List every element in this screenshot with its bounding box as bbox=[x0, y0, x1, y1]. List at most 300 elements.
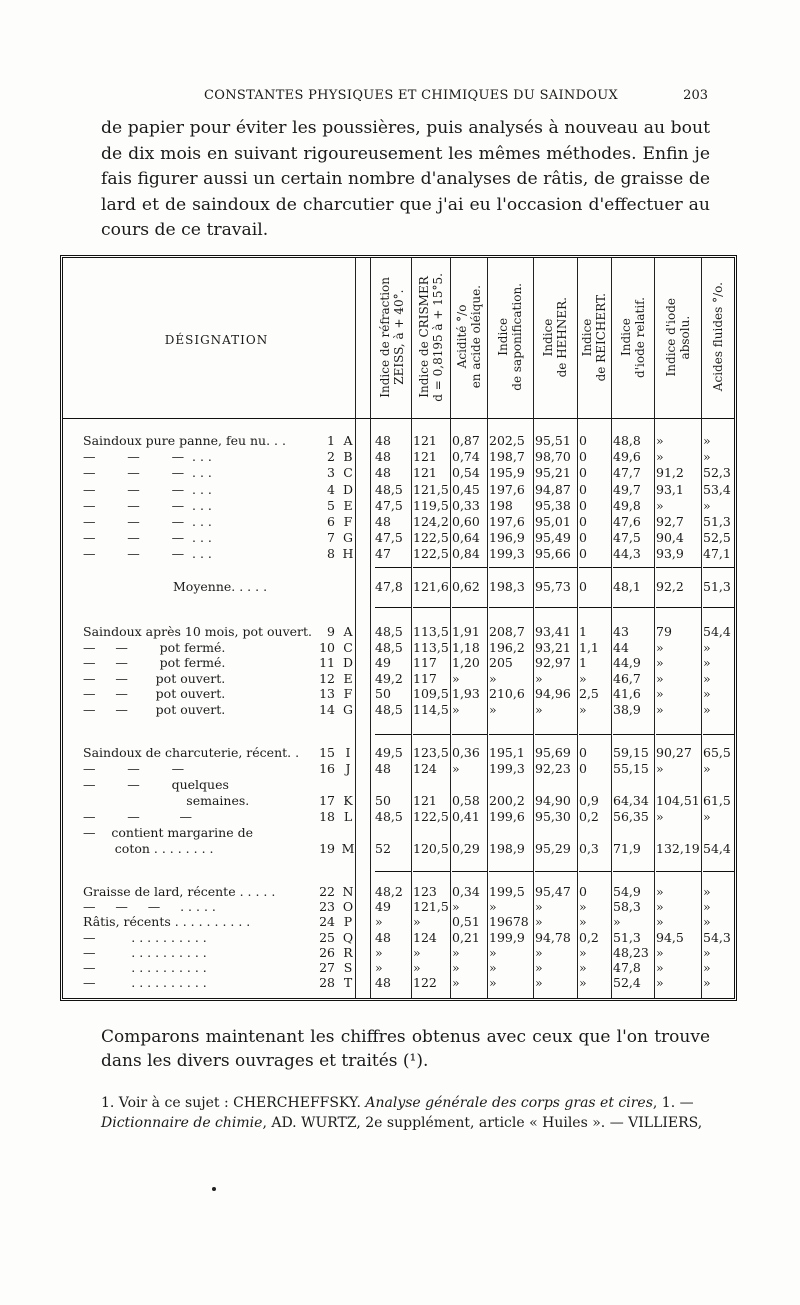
column-header bbox=[701, 266, 734, 408]
table-cell: 93,1 bbox=[656, 481, 684, 497]
row-letter: M bbox=[341, 841, 355, 856]
table-cell: » bbox=[375, 960, 383, 975]
group-rule bbox=[452, 871, 487, 872]
table-cell: 202,5 bbox=[489, 433, 525, 448]
row-number: 17 bbox=[319, 793, 335, 808]
row-label: Graisse de lard, récente . . . . . bbox=[83, 884, 276, 899]
table-row bbox=[63, 777, 734, 793]
group-rule bbox=[656, 607, 701, 608]
table-row bbox=[63, 841, 734, 857]
table-cell: 92,2 bbox=[656, 578, 684, 594]
column-header bbox=[450, 266, 487, 408]
table-cell: 205 bbox=[489, 655, 513, 671]
table-cell: 38,9 bbox=[613, 702, 641, 717]
table-row bbox=[63, 945, 734, 961]
table-cell: » bbox=[656, 914, 664, 930]
table-row bbox=[63, 433, 734, 449]
table-cell: 196,9 bbox=[489, 530, 525, 546]
row-number: 12 bbox=[319, 670, 335, 686]
table-cell: » bbox=[703, 655, 711, 671]
table-cell: 95,66 bbox=[535, 546, 571, 562]
table-cell: 51,3 bbox=[613, 929, 641, 945]
table-row bbox=[63, 960, 734, 976]
table-cell: » bbox=[703, 899, 711, 915]
group-rule bbox=[703, 734, 735, 735]
table-cell: 122,5 bbox=[413, 546, 449, 562]
row-number: 5 bbox=[327, 497, 335, 513]
row-letter: C bbox=[343, 639, 353, 655]
table-cell: » bbox=[656, 884, 664, 899]
table-row bbox=[63, 546, 734, 562]
table-cell: » bbox=[656, 702, 664, 717]
row-number: 3 bbox=[327, 465, 335, 481]
table-cell: 71,9 bbox=[613, 841, 641, 856]
table-cell: 121 bbox=[413, 433, 437, 448]
table-cell: 1,20 bbox=[452, 655, 480, 671]
table-cell: » bbox=[703, 975, 711, 991]
table-cell: 0,33 bbox=[452, 497, 480, 513]
group-rule bbox=[613, 734, 654, 735]
row-label: — . . . . . . . . . . bbox=[83, 944, 207, 960]
table-row bbox=[63, 655, 734, 671]
group-rule bbox=[535, 607, 577, 608]
group-rule bbox=[375, 607, 411, 608]
group-rule bbox=[452, 607, 487, 608]
table-cell: » bbox=[703, 670, 711, 686]
table-cell: » bbox=[452, 944, 460, 960]
table-cell: » bbox=[703, 914, 711, 930]
row-letter: G bbox=[343, 702, 353, 717]
table-row bbox=[63, 530, 734, 546]
table-cell: 122,5 bbox=[413, 530, 449, 546]
row-letter: A bbox=[343, 624, 353, 639]
row-number: 13 bbox=[319, 686, 335, 702]
table-cell: 19678 bbox=[489, 914, 529, 930]
table-row bbox=[63, 899, 734, 915]
table-cell: 0 bbox=[579, 884, 587, 899]
table-cell: 41,6 bbox=[613, 686, 641, 702]
row-letter: G bbox=[343, 530, 353, 546]
table-cell: 93,9 bbox=[656, 546, 684, 562]
row-label: — — pot fermé. bbox=[83, 655, 226, 671]
table-cell: » bbox=[489, 975, 497, 991]
table-cell: 49,8 bbox=[613, 497, 641, 513]
table-cell: 55,15 bbox=[613, 761, 649, 776]
table-cell: 114,5 bbox=[413, 702, 449, 717]
group-rule bbox=[613, 607, 654, 608]
row-label: — — pot ouvert. bbox=[83, 686, 226, 702]
table-row bbox=[63, 640, 734, 656]
row-letter: E bbox=[343, 497, 353, 513]
table-cell: 95,29 bbox=[535, 841, 571, 856]
column-header-text: Indice de réfraction ZEISS, à + 40°. bbox=[378, 276, 406, 398]
table-cell: 43 bbox=[613, 624, 629, 639]
table-cell: 95,21 bbox=[535, 465, 571, 481]
row-label: — — — . . . bbox=[83, 481, 212, 497]
table-cell: 52,5 bbox=[703, 530, 731, 546]
row-label: Saindoux pure panne, feu nu. . . bbox=[83, 433, 286, 448]
table-cell: 53,4 bbox=[703, 481, 731, 497]
group-rule bbox=[613, 567, 654, 568]
row-letter: F bbox=[343, 686, 353, 702]
group-rule bbox=[656, 567, 701, 568]
row-letter: E bbox=[343, 670, 353, 686]
table-cell: 122 bbox=[413, 975, 437, 991]
footnote-rest: , AD. WURTZ, 2e supplément, article « Huiles ». — VILLIERS, bbox=[262, 1115, 703, 1131]
row-label: — — — . . . bbox=[83, 497, 212, 513]
table-cell: 94,5 bbox=[656, 929, 684, 945]
table-row bbox=[63, 761, 734, 777]
row-label: coton . . . . . . . . bbox=[83, 841, 214, 856]
table-row bbox=[63, 809, 734, 825]
table-cell: 1 bbox=[579, 655, 587, 671]
table-cell: 46,7 bbox=[613, 670, 641, 686]
table-cell: » bbox=[452, 670, 460, 686]
group-rule bbox=[489, 607, 533, 608]
table-row bbox=[63, 702, 734, 718]
table-cell: 44 bbox=[613, 639, 629, 655]
table-cell: 198 bbox=[489, 497, 513, 513]
table-cell: 197,6 bbox=[489, 514, 525, 529]
table-cell: 0,2 bbox=[579, 809, 599, 824]
table-cell: 121,5 bbox=[413, 481, 449, 497]
table-cell: 48,2 bbox=[375, 884, 403, 899]
table-cell: 64,34 bbox=[613, 793, 649, 808]
table-cell: 1,93 bbox=[452, 686, 480, 702]
group-rule bbox=[375, 871, 411, 872]
table-cell: 117 bbox=[413, 655, 437, 671]
table-cell: 0,9 bbox=[579, 793, 599, 808]
row-number: 23 bbox=[319, 899, 335, 915]
table-cell: » bbox=[579, 914, 587, 930]
table-cell: 47,6 bbox=[613, 514, 641, 529]
row-number: 22 bbox=[319, 884, 335, 899]
table-cell: 95,69 bbox=[535, 745, 571, 760]
row-label: Saindoux de charcuterie, récent. . bbox=[83, 745, 300, 760]
table-cell: 49,2 bbox=[375, 670, 403, 686]
table-cell: » bbox=[579, 702, 587, 717]
table-cell: » bbox=[375, 944, 383, 960]
table-cell: 0,60 bbox=[452, 514, 480, 529]
table-cell: 98,70 bbox=[535, 449, 571, 465]
table-cell: » bbox=[656, 944, 664, 960]
table-cell: » bbox=[413, 944, 421, 960]
table-cell: 124,2 bbox=[413, 514, 449, 529]
row-label: — contient margarine de bbox=[83, 825, 253, 840]
table-cell: 1 bbox=[579, 624, 587, 639]
table-cell: » bbox=[489, 960, 497, 975]
row-letter: F bbox=[343, 514, 353, 529]
footnote-prefix: 1. Voir à ce sujet : CHERCHEFFSKY. bbox=[101, 1095, 361, 1111]
row-number: 15 bbox=[319, 745, 335, 760]
table-cell: 94,90 bbox=[535, 793, 571, 808]
table-cell: 48,5 bbox=[375, 624, 403, 639]
row-number: 2 bbox=[327, 449, 335, 465]
table-cell: 51,3 bbox=[703, 514, 731, 529]
table-cell: 52,3 bbox=[703, 465, 731, 481]
table-cell: » bbox=[535, 944, 543, 960]
table-cell: 48,23 bbox=[613, 944, 649, 960]
page-number: 203 bbox=[683, 88, 708, 103]
column-header bbox=[487, 266, 533, 408]
table-row bbox=[63, 671, 734, 687]
table-cell: 61,5 bbox=[703, 793, 731, 808]
row-number: 7 bbox=[327, 530, 335, 546]
table-cell: » bbox=[656, 761, 664, 776]
table-cell: 52,4 bbox=[613, 975, 641, 991]
table-cell: » bbox=[489, 899, 497, 915]
table-cell: » bbox=[489, 944, 497, 960]
table-cell: 0,84 bbox=[452, 546, 480, 562]
table-cell: » bbox=[535, 670, 543, 686]
table-cell: 93,41 bbox=[535, 624, 571, 639]
ink-speck bbox=[212, 1187, 216, 1191]
table-cell: 48,1 bbox=[613, 578, 641, 594]
table-cell: 0,3 bbox=[579, 841, 599, 856]
table-cell: 0,34 bbox=[452, 884, 480, 899]
table-cell: 0 bbox=[579, 433, 587, 448]
table-cell: 0,58 bbox=[452, 793, 480, 808]
table-cell: 109,5 bbox=[413, 686, 449, 702]
row-letter: S bbox=[343, 960, 353, 975]
group-rule bbox=[413, 567, 450, 568]
column-header-text: Indice d'iode relatif. bbox=[618, 296, 647, 378]
table-row bbox=[63, 745, 734, 761]
row-label: — — pot ouvert. bbox=[83, 670, 226, 686]
table-cell: 0,36 bbox=[452, 745, 480, 760]
table-cell: » bbox=[579, 670, 587, 686]
row-letter: L bbox=[343, 809, 353, 824]
table-cell: 121 bbox=[413, 465, 437, 481]
table-cell: 197,6 bbox=[489, 481, 525, 497]
table-cell: 0 bbox=[579, 530, 587, 546]
table-cell: » bbox=[656, 449, 664, 465]
table-cell: 104,51 bbox=[656, 793, 700, 808]
table-cell: » bbox=[579, 899, 587, 915]
group-rule bbox=[703, 871, 735, 872]
table-cell: 90,4 bbox=[656, 530, 684, 546]
table-cell: 91,2 bbox=[656, 465, 684, 481]
table-row bbox=[63, 498, 734, 514]
row-label: — — — . . . bbox=[83, 465, 212, 481]
table-row bbox=[63, 793, 734, 809]
table-cell: 48,5 bbox=[375, 809, 403, 824]
table-row bbox=[63, 825, 734, 841]
table-cell: » bbox=[413, 960, 421, 975]
table-cell: 49,5 bbox=[375, 745, 403, 760]
group-rule bbox=[452, 567, 487, 568]
table-cell: 132,19 bbox=[656, 841, 700, 856]
running-header bbox=[174, 88, 708, 108]
table-cell: 79 bbox=[656, 624, 672, 639]
table-cell: 0,62 bbox=[452, 578, 480, 594]
table-cell: 54,3 bbox=[703, 929, 731, 945]
table-cell: 196,2 bbox=[489, 639, 525, 655]
table-cell: 50 bbox=[375, 793, 391, 808]
table-cell: » bbox=[703, 761, 711, 776]
table-cell: 0,51 bbox=[452, 914, 480, 930]
table-cell: 48,8 bbox=[613, 433, 641, 448]
table-cell: 1,1 bbox=[579, 639, 599, 655]
table-cell: 199,9 bbox=[489, 929, 525, 945]
row-number: 25 bbox=[319, 929, 335, 945]
table-cell: 48 bbox=[375, 929, 391, 945]
group-rule bbox=[489, 871, 533, 872]
table-cell: » bbox=[656, 960, 664, 975]
group-rule bbox=[613, 871, 654, 872]
table-cell: 121 bbox=[413, 449, 437, 465]
table-row bbox=[63, 624, 734, 640]
table-cell: 47,5 bbox=[375, 530, 403, 546]
table-cell: 119,5 bbox=[413, 497, 449, 513]
group-rule bbox=[703, 567, 735, 568]
column-header bbox=[373, 266, 411, 408]
group-rule bbox=[535, 871, 577, 872]
table-cell: 0 bbox=[579, 578, 587, 594]
table-row bbox=[63, 465, 734, 481]
row-number: 24 bbox=[319, 914, 335, 930]
table-cell: » bbox=[452, 975, 460, 991]
table-cell: 1,18 bbox=[452, 639, 480, 655]
row-letter: D bbox=[342, 481, 354, 497]
table-cell: 123,5 bbox=[413, 745, 449, 760]
row-label: — . . . . . . . . . . bbox=[83, 960, 207, 975]
column-header bbox=[411, 266, 450, 408]
table-row bbox=[63, 482, 734, 498]
table-cell: 121,5 bbox=[413, 899, 449, 915]
table-cell: » bbox=[656, 686, 664, 702]
group-rule bbox=[375, 734, 411, 735]
row-label: — — — . . . bbox=[83, 530, 212, 546]
row-letter: A bbox=[343, 433, 353, 448]
row-label: Moyenne. . . . . bbox=[173, 578, 268, 594]
table-cell: » bbox=[613, 914, 621, 930]
column-header-text: Indice de saponification. bbox=[496, 283, 524, 391]
table-cell: » bbox=[703, 884, 711, 899]
table-cell: » bbox=[535, 702, 543, 717]
row-letter: Q bbox=[342, 929, 354, 945]
table-cell: 48,5 bbox=[375, 481, 403, 497]
table-cell: 122,5 bbox=[413, 809, 449, 824]
row-number: 28 bbox=[319, 975, 335, 991]
row-label: — — pot fermé. bbox=[83, 639, 226, 655]
table-cell: » bbox=[656, 655, 664, 671]
table-cell: » bbox=[656, 639, 664, 655]
row-number: 4 bbox=[327, 481, 335, 497]
table-cell: 54,4 bbox=[703, 841, 731, 856]
table-cell: 121 bbox=[413, 793, 437, 808]
row-label: Râtis, récents . . . . . . . . . . bbox=[83, 914, 251, 930]
footnote bbox=[101, 1093, 710, 1133]
table-cell: 200,2 bbox=[489, 793, 525, 808]
group-rule bbox=[489, 567, 533, 568]
table-row bbox=[63, 449, 734, 465]
table-row bbox=[63, 579, 734, 595]
row-letter: C bbox=[343, 465, 353, 481]
row-label: — — quelques bbox=[83, 777, 229, 792]
table-cell: » bbox=[703, 944, 711, 960]
table-cell: 93,21 bbox=[535, 639, 571, 655]
group-rule bbox=[703, 607, 735, 608]
column-header bbox=[577, 266, 611, 408]
table-cell: 90,27 bbox=[656, 745, 692, 760]
table-cell: 48 bbox=[375, 514, 391, 529]
table-cell: 123 bbox=[413, 884, 437, 899]
table-cell: 199,3 bbox=[489, 761, 525, 776]
row-label: — — — . . . bbox=[83, 546, 212, 562]
table-cell: » bbox=[535, 899, 543, 915]
table-cell: 199,6 bbox=[489, 809, 525, 824]
column-header bbox=[611, 266, 654, 408]
table-cell: 92,97 bbox=[535, 655, 571, 671]
intro-paragraph: de papier pour éviter les poussières, puis analysés à nouveau au bout de dix mois en suivant rigoureusement les mêmes méthodes. Enfin je fais figurer aussi un certain nombre d'analyses de râtis, de graisse de lard et de saindoux de charcutier que j'ai eu l'occasion d'effectuer au cours de ce travail. bbox=[101, 118, 710, 241]
row-letter: J bbox=[345, 761, 351, 776]
table-cell: 0,74 bbox=[452, 449, 480, 465]
table-cell: 94,96 bbox=[535, 686, 571, 702]
table-cell: » bbox=[656, 497, 664, 513]
group-rule bbox=[579, 607, 611, 608]
table-cell: 117 bbox=[413, 670, 437, 686]
table-cell: 198,7 bbox=[489, 449, 525, 465]
table-cell: 121,6 bbox=[413, 578, 449, 594]
table-cell: 0 bbox=[579, 497, 587, 513]
table-cell: 0,21 bbox=[452, 929, 480, 945]
group-rule bbox=[413, 734, 450, 735]
table-cell: » bbox=[703, 960, 711, 975]
table-cell: 208,7 bbox=[489, 624, 525, 639]
table-cell: 198,3 bbox=[489, 578, 525, 594]
table-cell: » bbox=[579, 960, 587, 975]
table-cell: 195,9 bbox=[489, 465, 525, 481]
row-number: 14 bbox=[319, 702, 335, 717]
table-cell: 49 bbox=[375, 899, 391, 915]
table-cell: 0,64 bbox=[452, 530, 480, 546]
column-header-text: Acides fluides °/o. bbox=[710, 282, 725, 392]
table-cell: 0,29 bbox=[452, 841, 480, 856]
table-cell: 54,4 bbox=[703, 624, 731, 639]
table-cell: 0,45 bbox=[452, 481, 480, 497]
group-rule bbox=[656, 734, 701, 735]
row-label: semaines. bbox=[83, 793, 250, 808]
table-cell: 49,6 bbox=[613, 449, 641, 465]
table-cell: 0 bbox=[579, 465, 587, 481]
row-letter: O bbox=[342, 899, 354, 915]
table-cell: 52 bbox=[375, 841, 391, 856]
table-cell: 47,8 bbox=[375, 578, 403, 594]
table-cell: 124 bbox=[413, 929, 437, 945]
column-header bbox=[533, 266, 577, 408]
table-row bbox=[63, 514, 734, 530]
row-label: — — — . . . bbox=[83, 514, 212, 529]
table-cell: » bbox=[375, 914, 383, 930]
table-cell: 0,87 bbox=[452, 433, 480, 448]
table-cell: 113,5 bbox=[413, 639, 449, 655]
row-number: 18 bbox=[319, 809, 335, 824]
table-cell: » bbox=[452, 761, 460, 776]
column-header-text: Indice de REICHERT. bbox=[580, 292, 608, 382]
table-cell: 195,1 bbox=[489, 745, 525, 760]
table-cell: 113,5 bbox=[413, 624, 449, 639]
table-row bbox=[63, 686, 734, 702]
table-cell: 54,9 bbox=[613, 884, 641, 899]
group-rule bbox=[452, 734, 487, 735]
group-rule bbox=[656, 871, 701, 872]
row-label: — — pot ouvert. bbox=[83, 702, 226, 717]
table-cell: » bbox=[489, 702, 497, 717]
table-cell: 50 bbox=[375, 686, 391, 702]
row-number: 27 bbox=[319, 960, 335, 975]
group-rule bbox=[413, 607, 450, 608]
